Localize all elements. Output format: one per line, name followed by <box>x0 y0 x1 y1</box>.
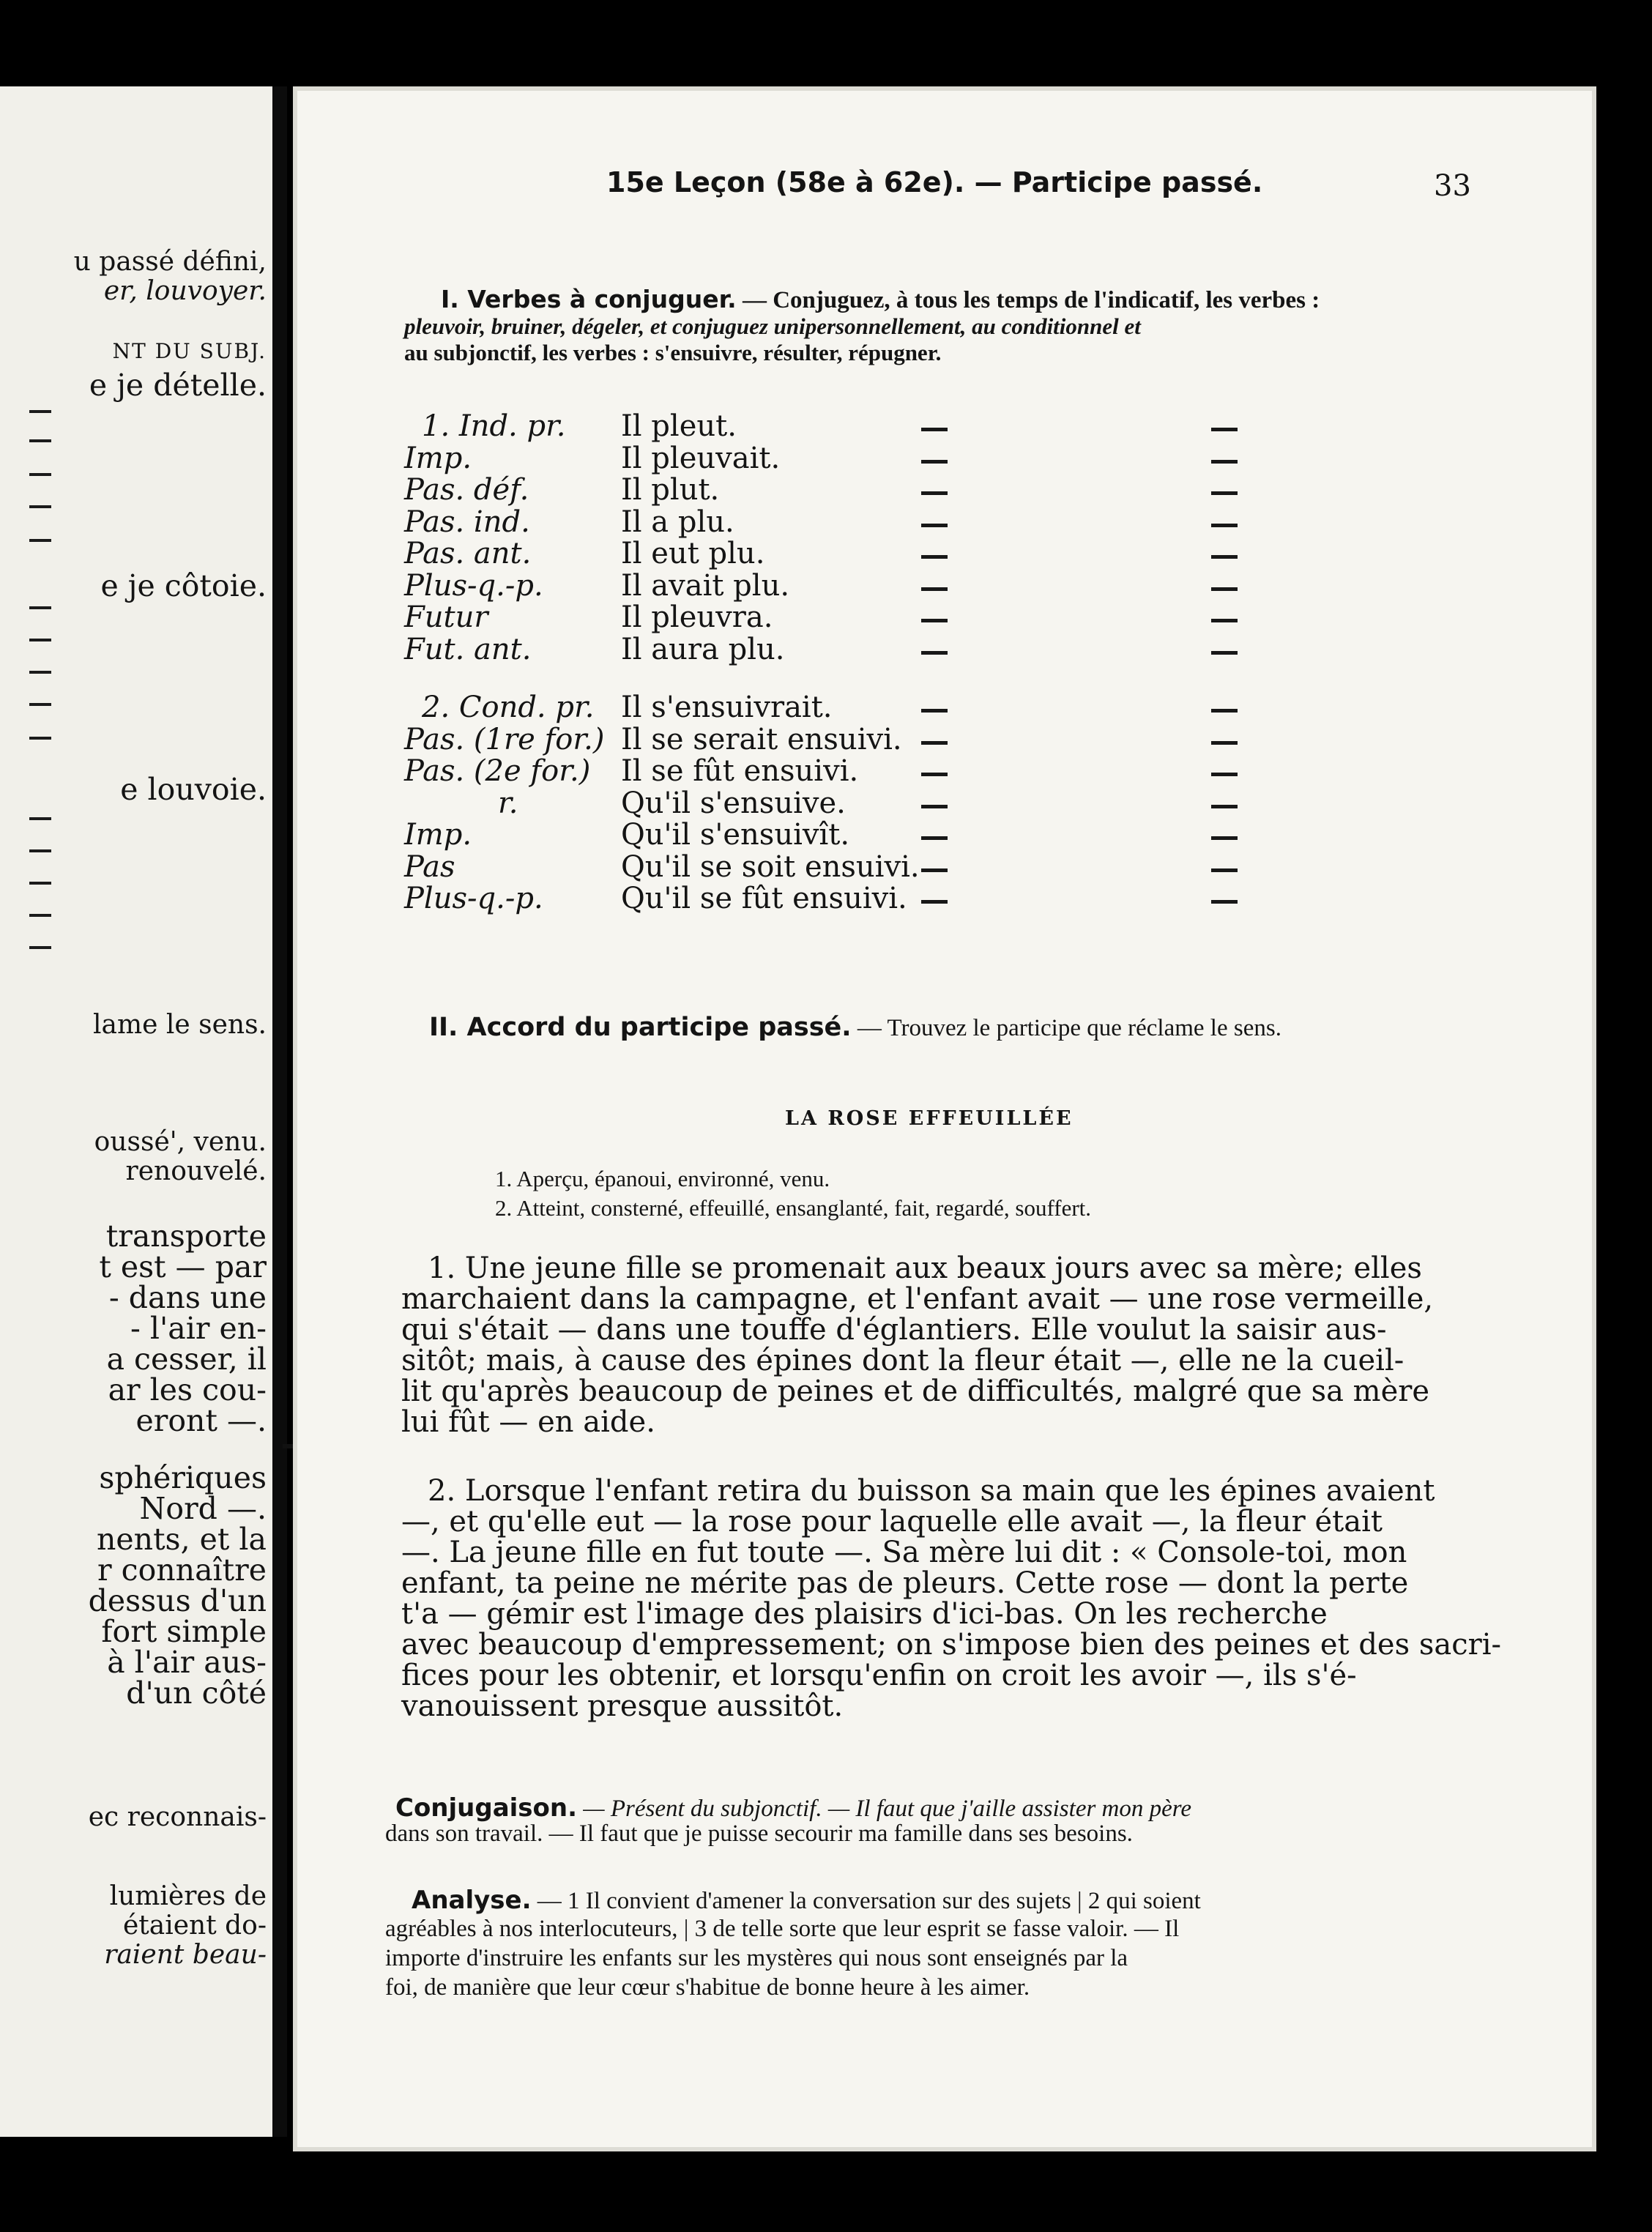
section-1-title: I. Verbes à conjuguer. <box>441 285 737 313</box>
blank-dash <box>921 805 948 808</box>
left-page-dash <box>29 410 51 413</box>
analyse-line-3: importe d'instruire les enfants sur les mystères qui nous sont enseignés par la <box>385 1945 1128 1971</box>
verb-form: Il avait plu. <box>621 568 790 603</box>
paragraph-line: vanouissent presque aussitôt. <box>401 1689 844 1723</box>
blank-dash <box>921 428 948 431</box>
left-page-line: nents, et la <box>97 1522 267 1557</box>
blank-dash <box>921 524 948 527</box>
left-page-line: NT DU SUBJ. <box>112 339 267 363</box>
left-page-line: er, louvoyer. <box>103 276 267 306</box>
conjugaison-line-1 <box>395 1793 1192 1823</box>
word-list-2: 2. Atteint, consterné, effeuillé, ensanglanté, fait, regardé, souffert. <box>495 1195 1092 1221</box>
analyse-line-1 <box>412 1888 1201 1913</box>
left-page-dash <box>29 473 51 476</box>
blank-dash <box>921 555 948 559</box>
left-page-line: u passé défini, <box>73 247 267 277</box>
paragraph-line: avec beaucoup d'empressement; on s'impose bien des peines et des sacri- <box>401 1628 1502 1662</box>
blank-dash <box>921 868 948 872</box>
tense-label: Fut. ant. <box>404 632 532 666</box>
blank-dash <box>921 460 948 464</box>
section-1-instruction-2: pleuvoir, bruiner, dégeler, et conjuguez unipersonnellement, au conditionnel et <box>404 313 1141 339</box>
left-page-line: raient beau- <box>104 1940 267 1970</box>
verb-form: Qu'il se fût ensuivi. <box>621 882 907 915</box>
verb-form: Il se serait ensuivi. <box>621 722 902 756</box>
blank-dash <box>921 491 948 495</box>
paragraph-line: sitôt; mais, à cause des épines dont la fleur était —, elle ne la cueil- <box>401 1344 1404 1377</box>
verb-form: Il plut. <box>621 473 720 507</box>
tense-label: Pas. ant. <box>404 537 532 570</box>
page-number: 33 <box>1434 169 1471 203</box>
tense-label: Pas. déf. <box>404 473 529 507</box>
section-1-heading <box>441 287 1320 313</box>
left-page-line: étaient do- <box>122 1911 267 1941</box>
left-page-line: à l'air aus- <box>107 1645 267 1680</box>
blank-dash <box>1211 524 1238 527</box>
left-page-line: renouvelé. <box>125 1156 267 1186</box>
blank-dash <box>1211 555 1238 559</box>
paragraph-line: qui s'était — dans une touffe d'églantiers. Elle voulut la saisir aus- <box>401 1313 1387 1347</box>
tense-label: r. <box>498 786 518 820</box>
left-page-line: r connaître <box>97 1552 267 1588</box>
blank-dash <box>921 836 948 840</box>
page-33 <box>293 86 1596 2151</box>
left-page-dash <box>29 914 51 917</box>
left-page-dash <box>29 639 51 641</box>
paragraph-line: t'a — gémir est l'image des plaisirs d'ici-bas. On les recherche <box>401 1597 1328 1631</box>
verb-form: Il pleuvra. <box>621 600 773 634</box>
tense-label: 2. Cond. pr. <box>422 691 595 724</box>
verb-form: Il a plu. <box>621 505 734 539</box>
left-page-dash <box>29 882 51 885</box>
story-title: LA ROSE EFFEUILLÉE <box>785 1107 1074 1130</box>
left-page-dash <box>29 606 51 609</box>
tense-label: Futur <box>404 600 488 634</box>
paragraph-line: lui fût — en aide. <box>401 1405 655 1439</box>
blank-dash <box>1211 805 1238 808</box>
left-page-dash <box>29 849 51 852</box>
blank-dash <box>921 619 948 622</box>
word-list-1: 1. Aperçu, épanoui, environné, venu. <box>495 1166 830 1191</box>
left-page-line: t est — par <box>99 1249 267 1284</box>
tense-label: Plus-q.-p. <box>404 568 543 603</box>
section-1-instruction-1: — Conjuguez, à tous les temps de l'indicatif, les verbes : <box>736 287 1320 313</box>
section-2-instruction: — Trouvez le participe que réclame le sens. <box>851 1015 1281 1041</box>
left-page-line: Nord —. <box>139 1491 267 1526</box>
paragraph-line: —. La jeune fille en fut toute —. Sa mère lui dit : « Console-toi, mon <box>401 1536 1407 1569</box>
conjugaison-label: Conjugaison. <box>395 1793 578 1823</box>
tense-label: Imp. <box>404 818 472 852</box>
left-page-dash <box>29 539 51 542</box>
blank-dash <box>1211 587 1238 591</box>
blank-dash <box>921 773 948 776</box>
verb-form: Qu'il s'ensuivît. <box>621 818 850 852</box>
left-page-line: e louvoie. <box>120 772 267 807</box>
blank-dash <box>921 587 948 591</box>
section-2-heading <box>429 1015 1281 1041</box>
tense-label: Plus-q.-p. <box>404 882 543 915</box>
analyse-line-2: agréables à nos interlocuteurs, | 3 de telle sorte que leur esprit se fasse valoir. — Il <box>385 1916 1180 1942</box>
blank-dash <box>1211 428 1238 431</box>
section-2-title: II. Accord du participe passé. <box>429 1013 852 1042</box>
blank-dash <box>921 741 948 745</box>
blank-dash <box>1211 619 1238 622</box>
paragraph-line: fices pour les obtenir, et lorsqu'enfin on croit les avoir —, ils s'é- <box>401 1659 1357 1692</box>
left-page-line: d'un côté <box>126 1675 267 1711</box>
blank-dash <box>1211 836 1238 840</box>
blank-dash <box>1211 460 1238 464</box>
previous-page-fragment <box>0 86 277 2137</box>
left-page-dash <box>29 817 51 820</box>
left-page-dash <box>29 946 51 949</box>
left-page-line: lumières de <box>109 1881 267 1911</box>
left-page-line: dessus d'un <box>88 1583 267 1618</box>
blank-dash <box>921 900 948 904</box>
conjugaison-text-1: — Présent du subjonctif. — Il faut que j'aille assister mon père <box>577 1796 1192 1822</box>
left-page-line: ar les cou- <box>108 1372 267 1407</box>
tense-label: Pas. (1re for.) <box>404 722 605 756</box>
left-page-dash <box>29 505 51 508</box>
left-page-line: sphériques <box>99 1460 267 1495</box>
section-1-instruction-3: au subjonctif, les verbes : s'ensuivre, résulter, répugner. <box>404 340 942 365</box>
verb-form: Qu'il s'ensuive. <box>621 786 846 820</box>
blank-dash <box>1211 651 1238 655</box>
left-page-line: - dans une <box>108 1280 267 1315</box>
verb-form: Il se fût ensuivi. <box>621 754 859 788</box>
blank-dash <box>1211 491 1238 495</box>
left-page-line: e je dételle. <box>89 368 267 403</box>
tense-label: Pas. (2e for.) <box>404 754 591 788</box>
left-page-line: lame le sens. <box>92 1010 267 1040</box>
paragraph-line: 1. Une jeune fille se promenait aux beaux jours avec sa mère; elles <box>428 1251 1422 1285</box>
book-gutter <box>272 86 287 2137</box>
conjugaison-line-2: dans son travail. — Il faut que je puisse secourir ma famille dans ses besoins. <box>385 1820 1133 1847</box>
verb-form: Qu'il se soit ensuivi. <box>621 849 920 884</box>
analyse-label: Analyse. <box>412 1886 532 1915</box>
analyse-line-4: foi, de manière que leur cœur s'habitue de bonne heure à les aimer. <box>385 1974 1030 2001</box>
left-page-line: ec reconnais- <box>88 1802 267 1832</box>
verb-form: Il aura plu. <box>621 632 785 666</box>
paragraph-line: enfant, ta peine ne mérite pas de pleurs. Cette rose — dont la perte <box>401 1566 1409 1600</box>
paragraph-line: 2. Lorsque l'enfant retira du buisson sa main que les épines avaient <box>428 1474 1435 1508</box>
left-page-line: a cesser, il <box>106 1342 267 1377</box>
tense-label: Imp. <box>404 441 472 475</box>
left-page-line: eront —. <box>135 1403 267 1438</box>
blank-dash <box>1211 709 1238 713</box>
paragraph-line: lit qu'après beaucoup de peines et de difficultés, malgré que sa mère <box>401 1374 1430 1408</box>
verb-form: Il pleut. <box>621 409 737 443</box>
blank-dash <box>1211 741 1238 745</box>
tense-label: Pas <box>404 849 455 884</box>
left-page-line: transporte <box>105 1219 267 1254</box>
blank-dash <box>1211 900 1238 904</box>
tense-label: 1. Ind. pr. <box>422 409 566 443</box>
left-page-line: fort simple <box>101 1614 267 1649</box>
paragraph-line: —, et qu'elle eut — la rose pour laquelle elle avait —, la fleur était <box>401 1505 1383 1539</box>
blank-dash <box>921 709 948 713</box>
blank-dash <box>1211 773 1238 776</box>
left-page-dash <box>29 439 51 442</box>
left-page-line: e je côtoie. <box>100 568 267 603</box>
left-page-dash <box>29 671 51 674</box>
page-header-title: 15e Leçon (58e à 62e). — Participe passé. <box>606 166 1263 198</box>
left-page-line: oussé', venu. <box>94 1127 267 1157</box>
analyse-text-1: — 1 Il convient d'amener la conversation sur des sujets | 2 qui soient <box>531 1888 1201 1914</box>
left-page-dash <box>29 703 51 706</box>
left-page-dash <box>29 737 51 740</box>
tense-label: Pas. ind. <box>404 505 530 539</box>
left-page-line: - l'air en- <box>130 1311 267 1346</box>
paragraph-line: marchaient dans la campagne, et l'enfant avait — une rose vermeille, <box>401 1282 1434 1316</box>
verb-form: Il s'ensuivrait. <box>621 691 833 724</box>
blank-dash <box>921 651 948 655</box>
blank-dash <box>1211 868 1238 872</box>
verb-form: Il eut plu. <box>621 537 765 570</box>
verb-form: Il pleuvait. <box>621 441 781 475</box>
